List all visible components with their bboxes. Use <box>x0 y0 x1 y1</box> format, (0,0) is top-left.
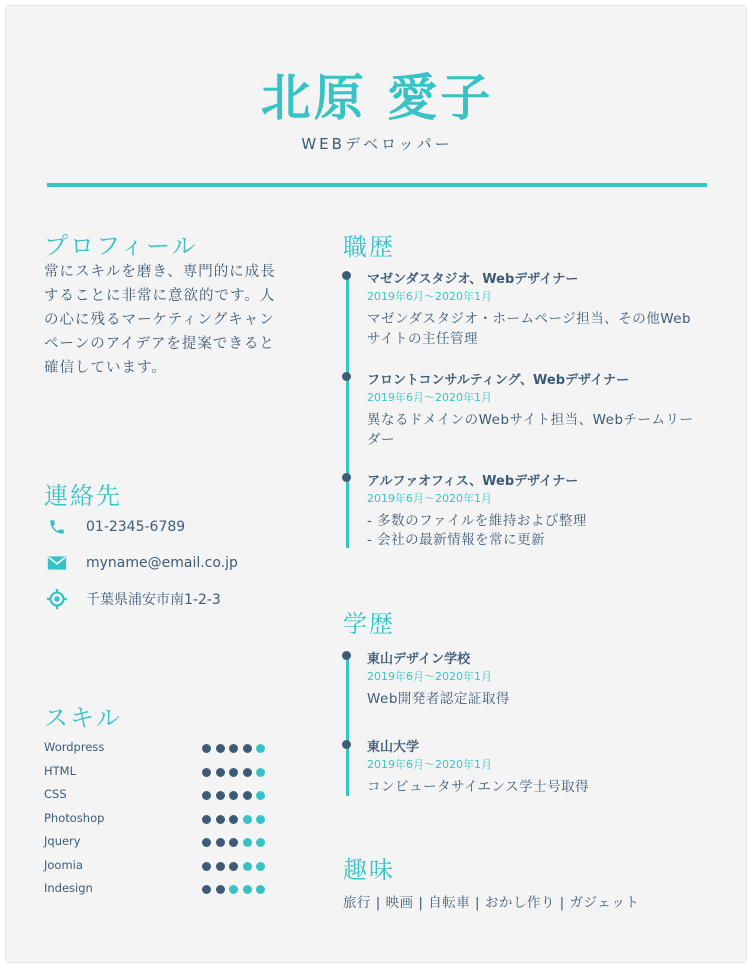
education-entry-date: 2019年6月〜2020年1月 <box>367 670 492 683</box>
skills-heading: スキル <box>44 704 122 732</box>
skill-name: Photoshop <box>44 810 105 825</box>
skill-dot-empty <box>229 885 238 894</box>
job-entry-description: 異なるドメインのWebサイト担当、Webチームリーダー <box>367 412 694 448</box>
skill-level-dots <box>202 838 270 847</box>
timeline-bullet <box>342 271 351 280</box>
timeline-bullet <box>342 740 351 749</box>
email-address: myname@email.co.jp <box>86 555 238 571</box>
education-entry-title: 東山大学 <box>367 740 420 755</box>
job-entry-description-line: - 会社の最新情報を常に更新 <box>367 532 546 548</box>
skill-name: Wordpress <box>44 740 105 754</box>
job-entry-description: マゼンダスタジオ・ホームページ担当、その他Webサイトの主任管理 <box>367 311 692 347</box>
skill-name: Joomia <box>44 857 83 872</box>
hobbies-text: 旅行 | 映画 | 自転車 | おかし作り | ガジェット <box>343 895 640 911</box>
skill-dot-empty <box>256 862 265 871</box>
skill-dot-filled <box>202 885 211 894</box>
skill-dot-filled <box>216 791 225 800</box>
job-entry-title: フロントコンサルティング、Webデザイナー <box>367 373 630 388</box>
profile-heading: プロフィール <box>44 232 198 260</box>
skill-level-dots <box>202 768 270 777</box>
hobbies-heading: 趣味 <box>343 856 395 884</box>
job-entry-title: マゼンダスタジオ、Webデザイナー <box>367 272 579 287</box>
job-entry-date: 2019年6月〜2020年1月 <box>367 290 492 303</box>
skill-dot-filled <box>229 744 238 753</box>
header-divider <box>47 183 707 187</box>
education-entry-date: 2019年6月〜2020年1月 <box>367 758 492 771</box>
skill-dot-empty <box>256 885 265 894</box>
contact-address <box>44 587 221 611</box>
timeline-bullet <box>342 372 351 381</box>
skill-dot-filled <box>229 838 238 847</box>
skill-level-dots <box>202 744 270 753</box>
skill-level-dots <box>202 815 270 824</box>
education-entry-title: 東山デザイン学校 <box>367 652 471 667</box>
skill-row <box>44 858 284 876</box>
skill-dot-filled <box>216 862 225 871</box>
skill-level-dots <box>202 885 270 894</box>
timeline-bullet <box>342 651 351 660</box>
skill-name: HTML <box>44 763 77 778</box>
skill-dot-filled <box>216 744 225 753</box>
contact-email <box>44 551 238 575</box>
skill-dot-empty <box>243 838 252 847</box>
skill-dot-filled <box>202 768 211 777</box>
person-name: 北原 愛子 <box>260 69 494 127</box>
phone-icon <box>44 516 70 538</box>
address: 千葉県浦安市南1-2-3 <box>86 592 221 608</box>
skill-level-dots <box>202 862 270 871</box>
education-heading: 学歴 <box>343 610 395 638</box>
location-icon <box>44 588 70 610</box>
skill-row <box>44 787 284 805</box>
skill-dot-empty <box>243 815 252 824</box>
skill-dot-filled <box>243 768 252 777</box>
skill-dot-filled <box>202 744 211 753</box>
mail-icon <box>44 552 70 574</box>
job-title: WEBデベロッパー <box>301 135 453 153</box>
skill-row <box>44 764 284 782</box>
skill-dot-filled <box>243 791 252 800</box>
skill-row <box>44 811 284 829</box>
skill-dot-empty <box>256 791 265 800</box>
education-entry-description: コンピュータサイエンス学士号取得 <box>367 779 590 795</box>
skill-dot-empty <box>256 815 265 824</box>
skill-dot-filled <box>216 815 225 824</box>
skill-dot-empty <box>256 744 265 753</box>
skill-dot-filled <box>202 791 211 800</box>
education-entry-description: Web開発者認定証取得 <box>367 691 510 707</box>
job-entry-description-line: - 多数のファイルを維持および整理 <box>367 513 587 529</box>
timeline-bullet <box>342 473 351 482</box>
skill-dot-filled <box>229 791 238 800</box>
skill-dot-filled <box>229 862 238 871</box>
skill-dot-filled <box>216 885 225 894</box>
skill-name: Indesign <box>44 881 93 895</box>
skill-dot-empty <box>243 885 252 894</box>
skill-dot-empty <box>243 862 252 871</box>
skill-name: Jquery <box>44 834 81 848</box>
job-entry-title: アルファオフィス、Webデザイナー <box>367 474 579 489</box>
phone-number: 01-2345-6789 <box>86 519 186 535</box>
skill-name: CSS <box>44 787 67 801</box>
skill-dot-filled <box>216 838 225 847</box>
education-timeline <box>346 652 349 796</box>
profile-text: 常にスキルを磨き、専門的に成長することに非常に意欲的です。人の心に残るマーケティングキャンペーンのアイデアを提案できると確信しています。 <box>44 264 276 376</box>
experience-heading: 職歴 <box>343 233 395 261</box>
skill-row <box>44 881 284 899</box>
skill-dot-filled <box>243 744 252 753</box>
contact-heading: 連絡先 <box>44 482 122 510</box>
contact-phone <box>44 515 185 539</box>
job-entry-date: 2019年6月〜2020年1月 <box>367 492 492 505</box>
skill-dot-filled <box>229 815 238 824</box>
job-entry-date: 2019年6月〜2020年1月 <box>367 391 492 404</box>
skill-row <box>44 834 284 852</box>
skill-dot-filled <box>202 815 211 824</box>
experience-timeline <box>346 272 349 548</box>
skill-level-dots <box>202 791 270 800</box>
skill-dot-filled <box>229 768 238 777</box>
skill-dot-empty <box>256 838 265 847</box>
skill-dot-filled <box>216 768 225 777</box>
skill-dot-empty <box>256 768 265 777</box>
skill-row <box>44 740 284 758</box>
skill-dot-filled <box>202 838 211 847</box>
skill-dot-filled <box>202 862 211 871</box>
